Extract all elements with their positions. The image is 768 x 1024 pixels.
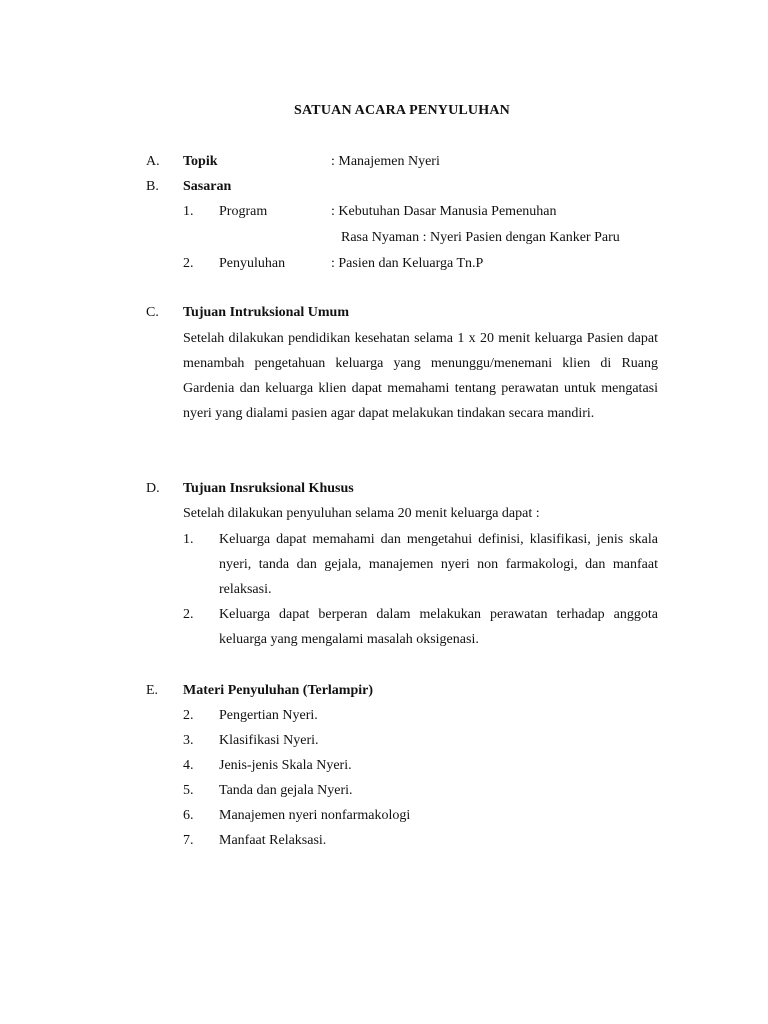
- section-d-heading: Tujuan Insruksional Khusus: [183, 481, 354, 496]
- sasaran-item-label: Penyuluhan: [219, 256, 286, 271]
- khusus-item-text: Keluarga dapat berperan dalam melakukan perawatan terhadap anggota keluarga yang mengalami masalah oksigenasi.: [219, 607, 658, 647]
- khusus-item-number: 2.: [183, 607, 194, 622]
- khusus-item-text: Keluarga dapat memahami dan mengetahui definisi, klasifikasi, jenis skala nyeri, tanda dan gejala, manajemen nyeri non farmakologi, dan manfaat relaksasi.: [219, 532, 658, 597]
- section-c-letter: C.: [146, 305, 159, 320]
- section-e-heading: Materi Penyuluhan (Terlampir): [183, 683, 374, 698]
- sasaran-item-value: : Pasien dan Keluarga Tn.P: [331, 256, 484, 271]
- materi-item-number: 4.: [183, 758, 194, 773]
- materi-item-number: 5.: [183, 783, 194, 798]
- section-b-letter: B.: [146, 179, 159, 194]
- sasaran-item-value-continued: Rasa Nyaman : Nyeri Pasien dengan Kanker Paru: [341, 230, 620, 245]
- section-d-letter: D.: [146, 481, 160, 496]
- document-title: SATUAN ACARA PENYULUHAN: [294, 103, 510, 118]
- sasaran-item-number: 2.: [183, 256, 194, 271]
- section-b-heading: Sasaran: [183, 179, 232, 194]
- materi-item-number: 2.: [183, 708, 194, 723]
- materi-item-number: 7.: [183, 833, 194, 848]
- materi-item-number: 6.: [183, 808, 194, 823]
- materi-item-text: Pengertian Nyeri.: [219, 708, 318, 723]
- section-a-letter: A.: [146, 154, 160, 169]
- section-e-letter: E.: [146, 683, 159, 698]
- sasaran-item-label: Program: [219, 204, 268, 219]
- materi-item-text: Klasifikasi Nyeri.: [219, 733, 319, 748]
- materi-item-text: Manfaat Relaksasi.: [219, 833, 327, 848]
- materi-item-text: Jenis-jenis Skala Nyeri.: [219, 758, 352, 773]
- materi-item-number: 3.: [183, 733, 194, 748]
- sasaran-item-number: 1.: [183, 204, 194, 219]
- khusus-item-number: 1.: [183, 532, 194, 547]
- materi-item-text: Tanda dan gejala Nyeri.: [219, 783, 353, 798]
- sasaran-item-value: : Kebutuhan Dasar Manusia Pemenuhan: [331, 204, 557, 219]
- section-d-intro: Setelah dilakukan penyuluhan selama 20 menit keluarga dapat :: [183, 506, 540, 521]
- materi-item-text: Manajemen nyeri nonfarmakologi: [219, 808, 411, 823]
- section-c-body: Setelah dilakukan pendidikan kesehatan selama 1 x 20 menit keluarga Pasien dapat menambah pengetahuan keluarga yang menunggu/menemani klien di Ruang Gardenia dan keluarga klien dapat memahami tentang perawatan untuk mengatasi nyeri yang dialami pasien agar dapat melakukan tindakan secara mandiri.: [183, 331, 658, 421]
- section-c-heading: Tujuan Intruksional Umum: [183, 305, 349, 320]
- section-a-value: : Manajemen Nyeri: [331, 154, 440, 169]
- section-a-heading: Topik: [183, 154, 218, 169]
